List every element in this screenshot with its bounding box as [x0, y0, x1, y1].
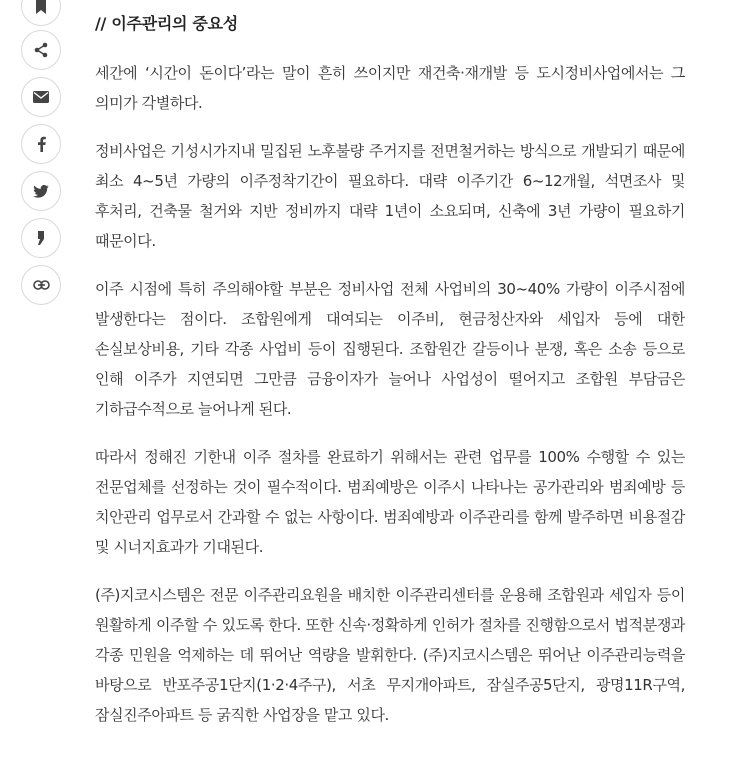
article-paragraph: 세간에 ‘시간이 돈이다’라는 말이 흔히 쓰이지만 재건축·재개발 등 도시정비사업에서는 그 의미가 각별하다.: [95, 64, 685, 112]
section-subheading: // 이주관리의 중요성: [95, 14, 238, 33]
article-paragraph: 따라서 정해진 기한내 이주 절차를 완료하기 위해서는 관련 업무를 100% 수행할 수 있는 전문업체를 선정하는 것이 필수적이다. 범죄예방은 이주시 나타나는 공가관리와 범죄예방 등 치안관리 업무로서 간과할 수 없는 사항이다. 범죄예방과 이주관리를 함께 발주하면 비용절감 및 시너지효과가 기대된다.: [95, 448, 685, 556]
email-button[interactable]: [21, 77, 61, 117]
link-icon: [33, 280, 50, 290]
facebook-button[interactable]: [21, 124, 61, 164]
facebook-icon: [37, 136, 46, 152]
twitter-icon: [33, 185, 49, 198]
copy-link-button[interactable]: [21, 265, 61, 305]
article-paragraph: 정비사업은 기성시가지내 밀집된 노후불량 주거지를 전면철거하는 방식으로 개발되기 때문에 최소 4~5년 가량의 이주정착기간이 필요하다. 대략 이주기간 6~12개월, 석면조사 및 후처리, 건축물 철거와 지반 정비까지 대략 1년이 소요되며, 신축에 3년 가량이 필요하기 때문이다.: [95, 142, 685, 250]
bookmark-button[interactable]: [21, 0, 61, 26]
article-paragraph: 이주 시점에 특히 주의해야할 부분은 정비사업 전체 사업비의 30~40% 가량이 이주시점에 발생한다는 점이다. 조합원에게 대여되는 이주비, 현금청산자와 세입자 등에 대한 손실보상비용, 기타 각종 사업비 등이 집행된다. 조합원간 갈등이나 분쟁, 혹은 소송 등으로 인해 이주가 지연되면 그만큼 금융이자가 늘어나 사업성이 떨어지고 조합원 부담금은 기하급수적으로 늘어나게 된다.: [95, 280, 685, 418]
share-button[interactable]: [21, 30, 61, 70]
article-body: [95, 12, 685, 748]
kakaostory-icon: [36, 230, 46, 246]
article-paragraph: (주)지코시스템은 전문 이주관리요원을 배치한 이주관리센터를 운용해 조합원과 세입자 등이 원활하게 이주할 수 있도록 한다. 또한 신속·정확하게 인허가 절차를 진행함으로서 법적분쟁과 각종 민원을 억제하는 데 뛰어난 역량을 발휘한다. (주)지코시스템은 뛰어난 이주관리능력을 바탕으로 반포주공1단지(1·2·4주구), 서초 무지개아파트, 잠실주공5단지, 광명11R구역, 잠실진주아파트 등 굵직한 사업장을 맡고 있다.: [95, 586, 685, 724]
kakaostory-button[interactable]: [21, 218, 61, 258]
bookmark-icon: [34, 0, 48, 14]
mail-icon: [33, 91, 49, 103]
twitter-button[interactable]: [21, 171, 61, 211]
share-icon: [33, 42, 49, 58]
